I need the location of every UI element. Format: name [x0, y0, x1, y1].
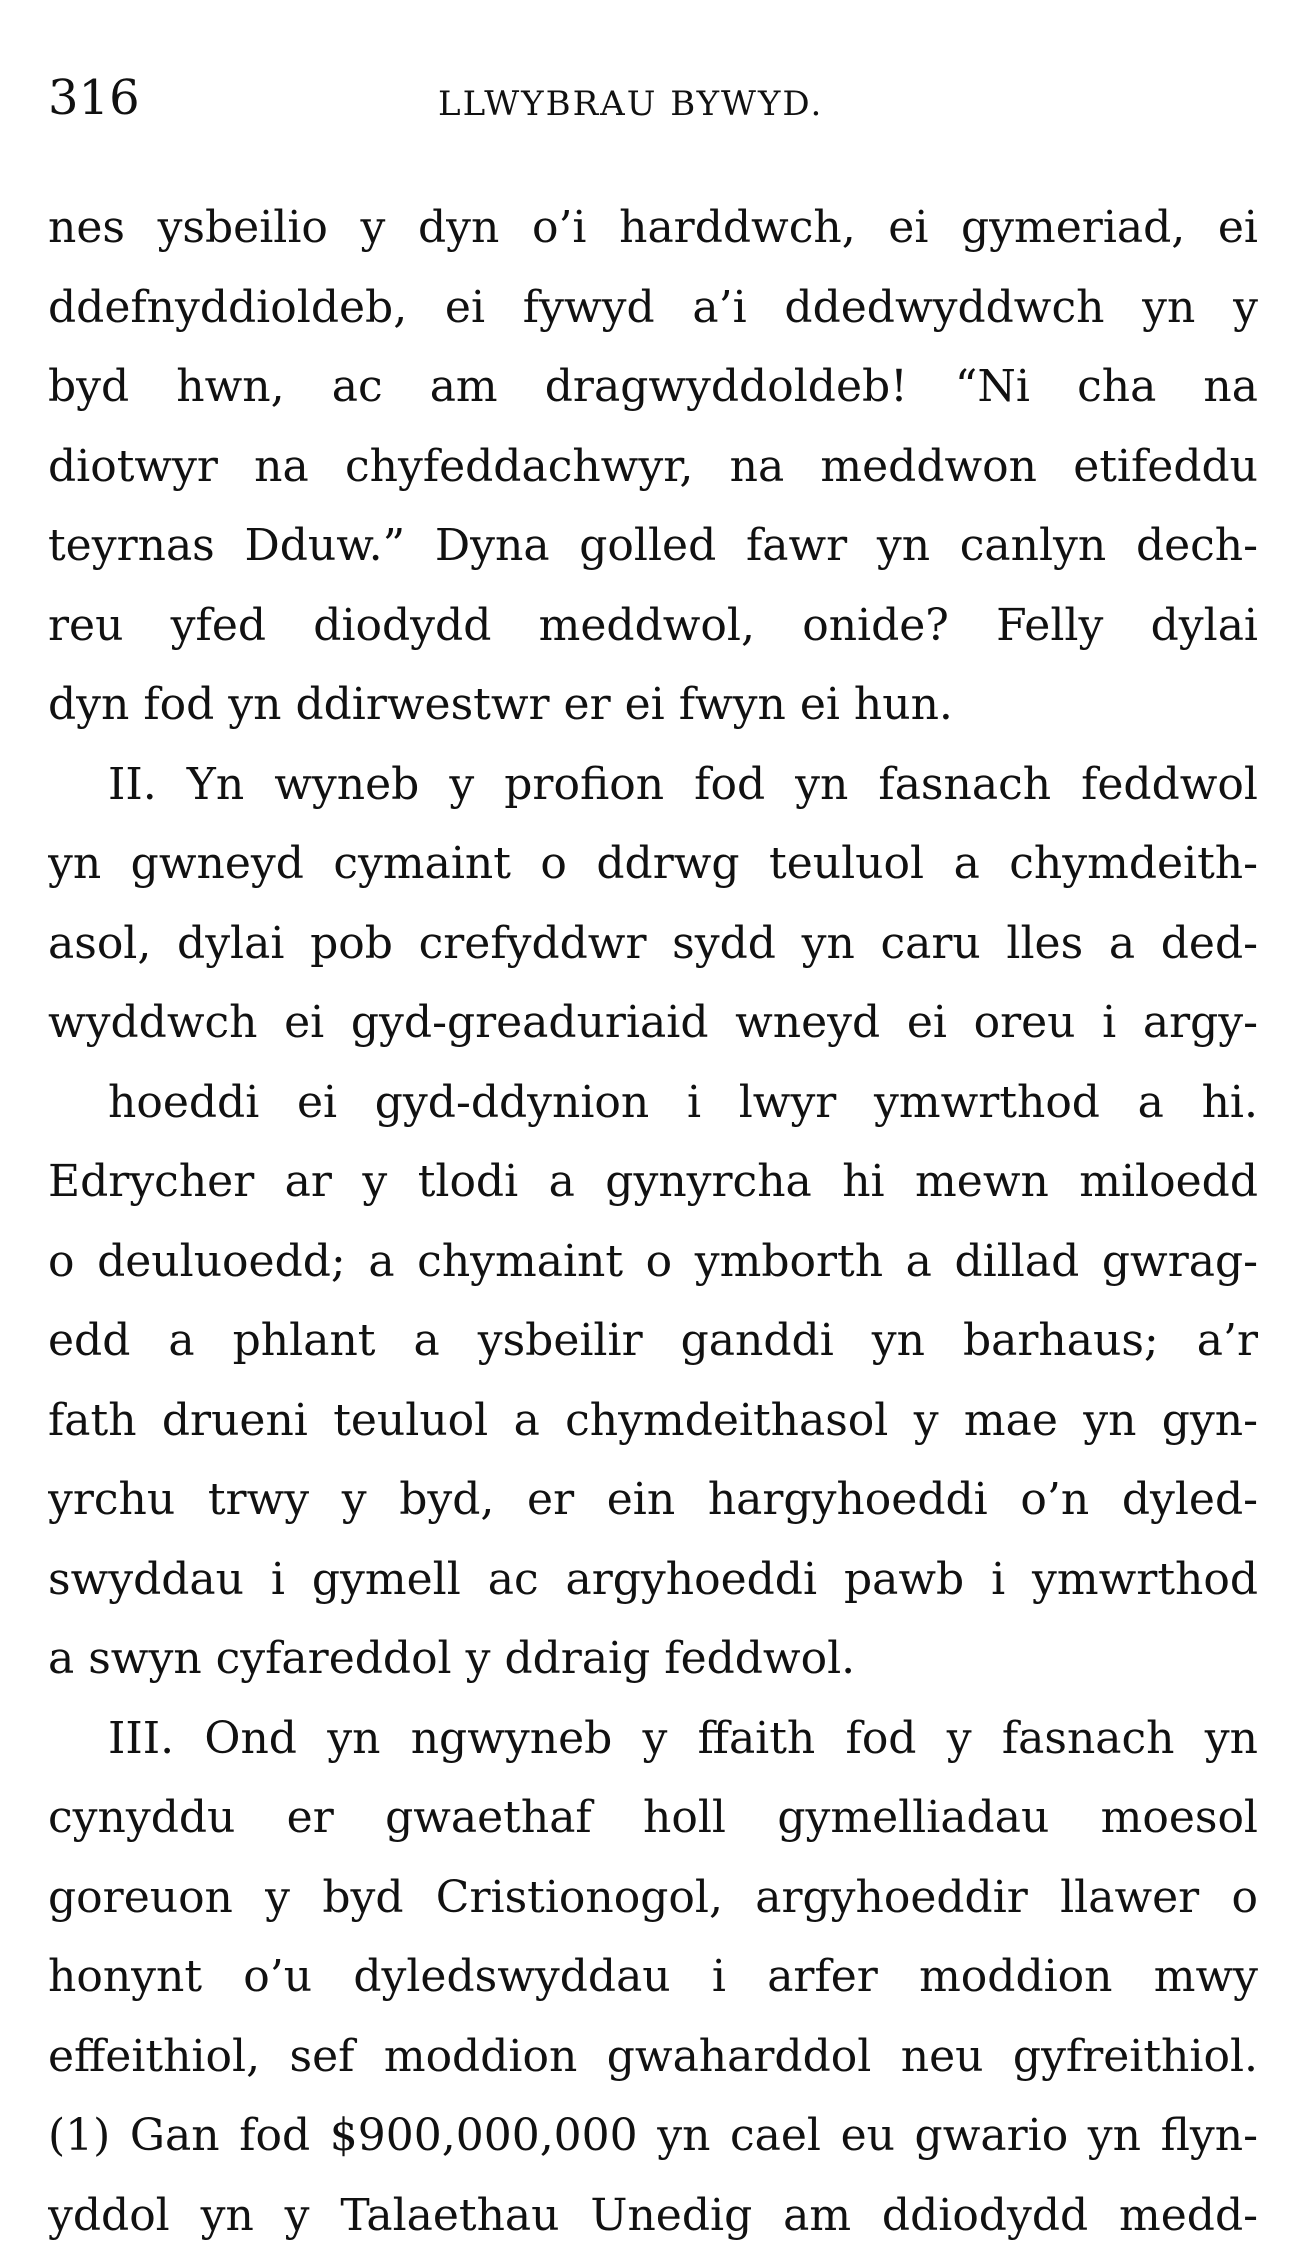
- text-line: asol, dylai pob crefyddwr sydd yn caru lles a ded-: [48, 904, 1258, 984]
- paragraph-start-line: III. Ond yn ngwyneb y ffaith fod y fasnach yn: [48, 1699, 1258, 1779]
- text-line: byd hwn, ac am dragwyddoldeb! “Ni cha na: [48, 347, 1258, 427]
- running-title: LLWYBRAU BYWYD.: [438, 80, 823, 128]
- text-line: yrchu trwy y byd, er ein hargyhoeddi o’n dyled-: [48, 1460, 1258, 1540]
- text-line: reu yfed diodydd meddwol, onide? Felly dylai: [48, 586, 1258, 666]
- text-line: diotwyr na chyfeddachwyr, na meddwon etifeddu: [48, 427, 1258, 507]
- paragraph-start-line: II. Yn wyneb y profion fod yn fasnach feddwol: [48, 745, 1258, 825]
- text-line: swyddau i gymell ac argyhoeddi pawb i ymwrthod: [48, 1540, 1258, 1620]
- text-line: Edrycher ar y tlodi a gynyrcha hi mewn miloedd: [48, 1142, 1258, 1222]
- text-line: a swyn cyfareddol y ddraig feddwol.: [48, 1619, 1258, 1699]
- text-line: ddefnyddioldeb, ei fywyd a’i ddedwyddwch yn y: [48, 268, 1258, 348]
- text-line: teyrnas Dduw.” Dyna golled fawr yn canlyn dech-: [48, 506, 1258, 586]
- text-line: hoeddi ei gyd-ddynion i lwyr ymwrthod a hi.: [48, 1063, 1258, 1143]
- page-number: 316: [48, 70, 140, 126]
- text-line: yn gwneyd cymaint o ddrwg teuluol a chymdeith-: [48, 824, 1258, 904]
- text-line: fath drueni teuluol a chymdeithasol y mae yn gyn-: [48, 1381, 1258, 1461]
- text-line: cynyddu er gwaethaf holl gymelliadau moesol: [48, 1778, 1258, 1858]
- text-line: goreuon y byd Cristionogol, argyhoeddir llawer o: [48, 1858, 1258, 1938]
- text-line: (1) Gan fod $900,000,000 yn cael eu gwario yn flyn-: [48, 2096, 1258, 2176]
- text-line: wyddwch ei gyd-greaduriaid wneyd ei oreu i argy-: [48, 983, 1258, 1063]
- text-line: effeithiol, sef moddion gwaharddol neu gyfreithiol.: [48, 2017, 1258, 2097]
- text-line: yddol yn y Talaethau Unedig am ddiodydd medd-: [48, 2176, 1258, 2255]
- text-line: nes ysbeilio y dyn o’i harddwch, ei gymeriad, ei: [48, 188, 1258, 268]
- text-line: dyn fod yn ddirwestwr er ei fwyn ei hun.: [48, 665, 1258, 745]
- book-page: [48, 70, 1278, 150]
- page-header: [48, 70, 1278, 150]
- text-line: edd a phlant a ysbeilir ganddi yn barhaus; a’r: [48, 1301, 1258, 1381]
- text-line: honynt o’u dyledswyddau i arfer moddion mwy: [48, 1937, 1258, 2017]
- text-line: o deuluoedd; a chymaint o ymborth a dillad gwrag-: [48, 1222, 1258, 1302]
- body-text: [48, 188, 1258, 2255]
